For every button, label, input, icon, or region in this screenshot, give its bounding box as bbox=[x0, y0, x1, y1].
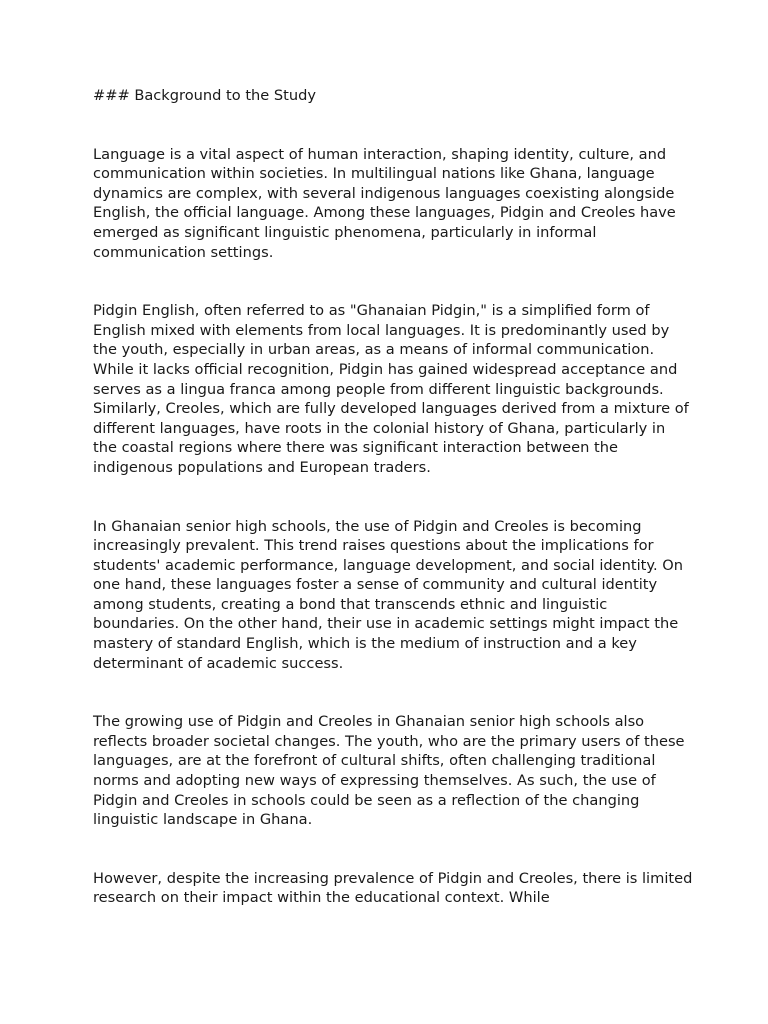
paragraph-2: Pidgin English, often referred to as "Ghanaian Pidgin," is a simplified form of English mixed with elements from local languages. It is predominantly used by the youth, especially in urban areas, as a means of informal communication. While it lacks official recognition, Pidgin has gained widespread acceptance and serves as a lingua franca among people from different linguistic backgrounds. Similarly, Creoles, which are fully developed languages derived from a mixture of different languages, have roots in the colonial history of Ghana, particularly in the coastal regions where there was significant interaction between the indigenous populations and European traders. bbox=[93, 302, 689, 476]
document-page bbox=[93, 86, 693, 947]
paragraph-4: The growing use of Pidgin and Creoles in Ghanaian senior high schools also reflects broader societal changes. The youth, who are the primary users of these languages, are at the forefront of cultural shifts, often challenging traditional norms and adopting new ways of expressing themselves. As such, the use of Pidgin and Creoles in schools could be seen as a reflection of the changing linguistic landscape in Ghana. bbox=[93, 713, 685, 829]
paragraph-5: However, despite the increasing prevalence of Pidgin and Creoles, there is limited research on their impact within the educational context. While bbox=[93, 869, 693, 907]
paragraph-1: Language is a vital aspect of human interaction, shaping identity, culture, and communication within societies. In multilingual nations like Ghana, language dynamics are complex, with several indigenous languages coexisting alongside English, the official language. Among these languages, Pidgin and Creoles have emerged as significant linguistic phenomena, particularly in informal communication settings. bbox=[93, 145, 676, 261]
section-heading: ### Background to the Study bbox=[93, 87, 317, 104]
paragraph-3: In Ghanaian senior high schools, the use of Pidgin and Creoles is becoming increasingly prevalent. This trend raises questions about the implications for students' academic performance, language development, and social identity. On one hand, these languages foster a sense of community and cultural identity among students, creating a bond that transcends ethnic and linguistic boundaries. On the other hand, their use in academic settings might impact the mastery of standard English, which is the medium of instruction and a key determinant of academic success. bbox=[93, 517, 683, 672]
